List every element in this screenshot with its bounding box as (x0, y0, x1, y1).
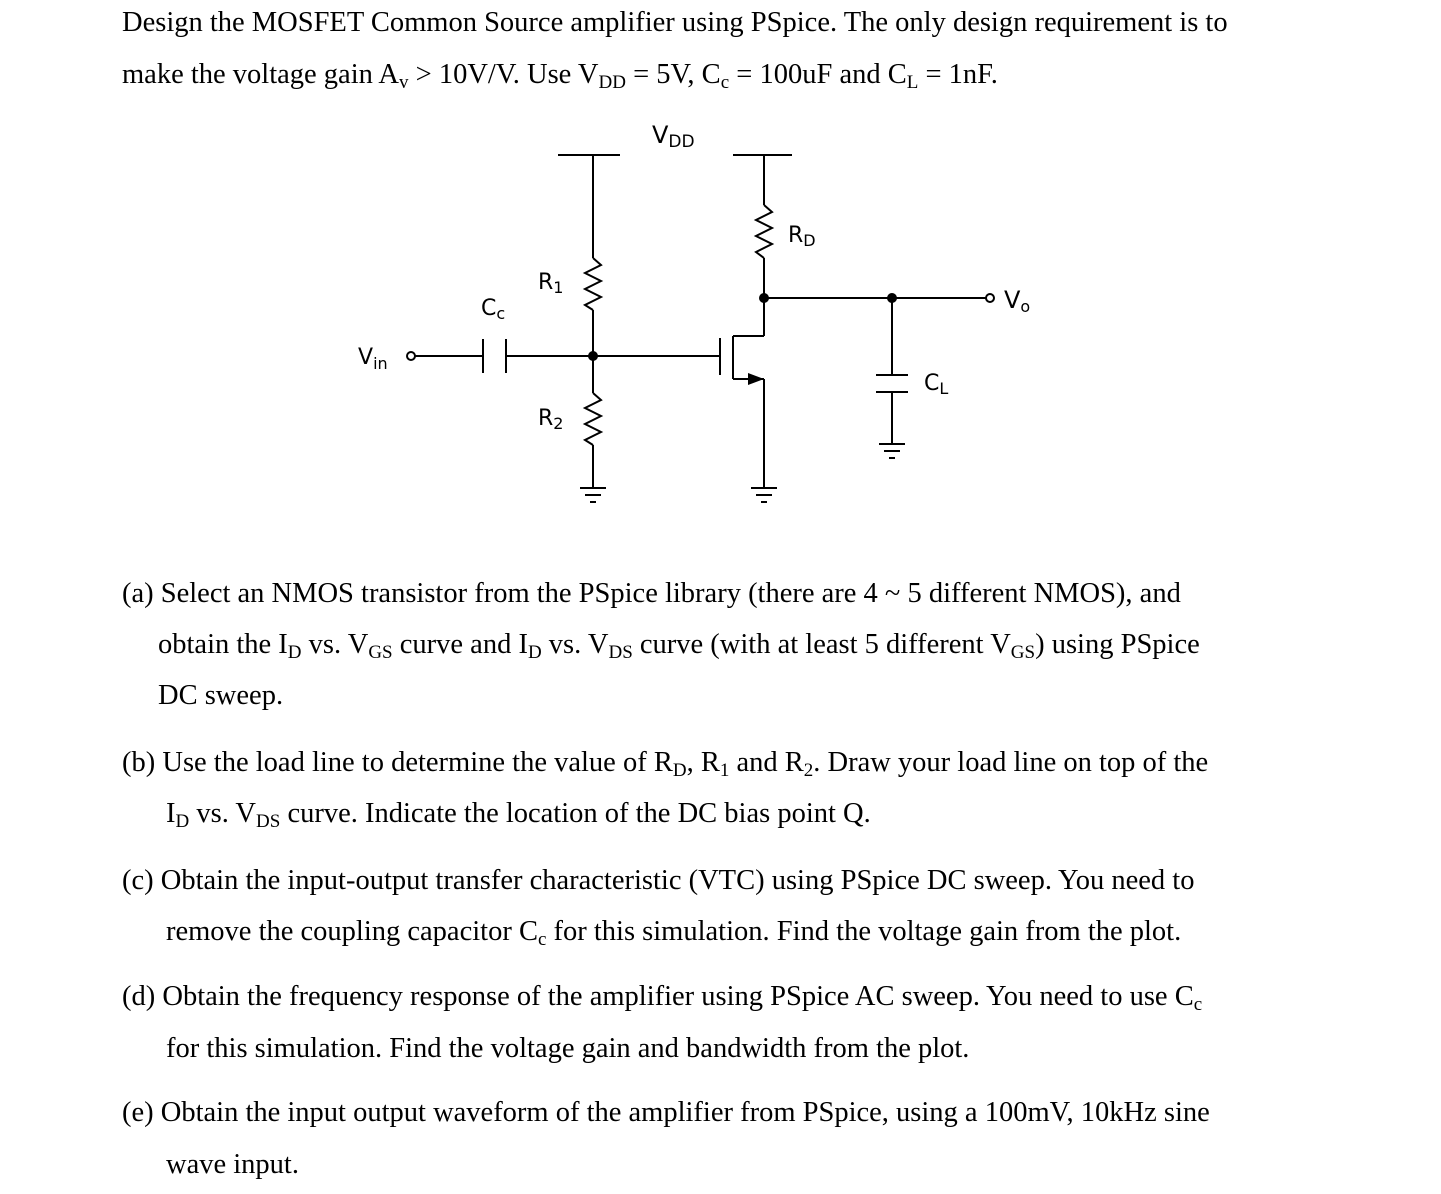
gate-junction-dot (588, 351, 598, 361)
part-a-t6: ) using PSpice (1035, 629, 1200, 660)
part-a-t4: vs. V (541, 629, 609, 660)
r1-resistor (585, 258, 601, 310)
part-d-line-2 (166, 1035, 969, 1064)
part-d-text-2: for this simulation. Find the voltage gain and bandwidth from the plot. (166, 1033, 970, 1064)
part-e-text-2: wave input. (166, 1149, 299, 1180)
intro-text-1: Design the MOSFET Common Source amplifier using PSpice. The only design requirement is to (122, 7, 1228, 38)
part-c-line-1 (122, 867, 1194, 896)
part-e-line-2 (166, 1151, 299, 1180)
part-b-line-1 (122, 747, 1209, 781)
part-d-line-1 (122, 981, 1203, 1015)
part-a-line-2 (158, 629, 1200, 663)
part-c-s1: c (537, 929, 547, 950)
part-d-t1: (d) Obtain the frequency response of the amplifier using PSpice AC sweep. You need to use C (122, 981, 1194, 1012)
cl-label: CL (924, 371, 949, 398)
part-a-text-3: DC sweep. (158, 680, 284, 711)
intro-text-2e: = 1nF. (918, 59, 998, 90)
part-c-t2: for this simulation. Find the voltage gain from the plot. (546, 916, 1182, 947)
part-a-s3: D (527, 642, 542, 663)
vo-label: Vo (1004, 286, 1031, 316)
part-e-text-1: (e) Obtain the input output waveform of the amplifier from PSpice, using a 100mV, 10kHz sine (122, 1097, 1210, 1128)
part-a-text-1: (a) Select an NMOS transistor from the PSpice library (there are 4 ~ 5 different NMOS), and (122, 578, 1181, 609)
r1-label: R1 (538, 270, 564, 297)
part-b-s6: DS (256, 811, 281, 832)
intro-text-2d: = 100uF and C (729, 59, 907, 90)
intro-sub-v: v (399, 72, 409, 93)
part-b-s3: 2 (803, 760, 814, 781)
intro-sub-l: L (906, 72, 919, 93)
intro-text-2a: make the voltage gain A (122, 59, 399, 90)
part-b-t4: . Draw your load line on top of the (813, 747, 1209, 778)
part-c-line-2 (166, 916, 1182, 950)
rd-resistor (756, 205, 772, 258)
part-a-t5: curve (with at least 5 different V (632, 629, 1011, 660)
cl-junction-dot (887, 293, 897, 303)
common-source-amplifier-schematic (340, 110, 1060, 530)
part-a-t2: vs. V (301, 629, 369, 660)
part-b-s1: D (672, 760, 687, 781)
rd-label: RD (788, 223, 816, 250)
r2-label: R2 (538, 406, 564, 433)
intro-text-2c: = 5V, C (625, 59, 721, 90)
part-b-t5: I (166, 798, 176, 829)
mosfet-arrow (748, 373, 764, 385)
part-a-t1: obtain the I (158, 629, 288, 660)
intro-line-2 (122, 59, 998, 93)
vin-label: $V_{in}$ (358, 345, 388, 373)
part-c-t1: remove the coupling capacitor C (166, 916, 538, 947)
intro-text-2b: > 10V/V. Use V (408, 59, 599, 90)
part-a-s4: DS (608, 642, 633, 663)
cc-label: Cc (481, 296, 506, 323)
part-b-t7: curve. Indicate the location of the DC bias point Q. (280, 798, 871, 829)
part-d-s1: c (1193, 994, 1203, 1015)
vin-terminal (407, 352, 415, 360)
part-b-t3: and R (729, 747, 804, 778)
intro-sub-dd: DD (598, 72, 626, 93)
part-b-t1: (b) Use the load line to determine the value of R (122, 747, 673, 778)
part-b-s5: D (175, 811, 190, 832)
intro-sub-c: c (720, 72, 730, 93)
part-b-t2: , R (686, 747, 720, 778)
part-a-s2: GS (368, 642, 393, 663)
part-a-t3: curve and I (392, 629, 528, 660)
vdd-label: VDD (652, 121, 695, 152)
vo-terminal (986, 294, 994, 302)
intro-line-1 (122, 9, 1228, 38)
part-a-s1: D (287, 642, 302, 663)
part-a-line-3 (158, 682, 283, 711)
part-e-line-1 (122, 1099, 1210, 1128)
drain-junction-dot (759, 293, 769, 303)
part-b-s2: 1 (719, 760, 730, 781)
part-a-s5: GS (1010, 642, 1036, 663)
r2-resistor (585, 393, 601, 445)
part-b-line-2 (166, 798, 871, 832)
part-c-text-1: (c) Obtain the input-output transfer characteristic (VTC) using PSpice DC sweep. You need to (122, 865, 1195, 896)
part-b-t6: vs. V (189, 798, 257, 829)
part-a-line-1 (122, 580, 1181, 609)
